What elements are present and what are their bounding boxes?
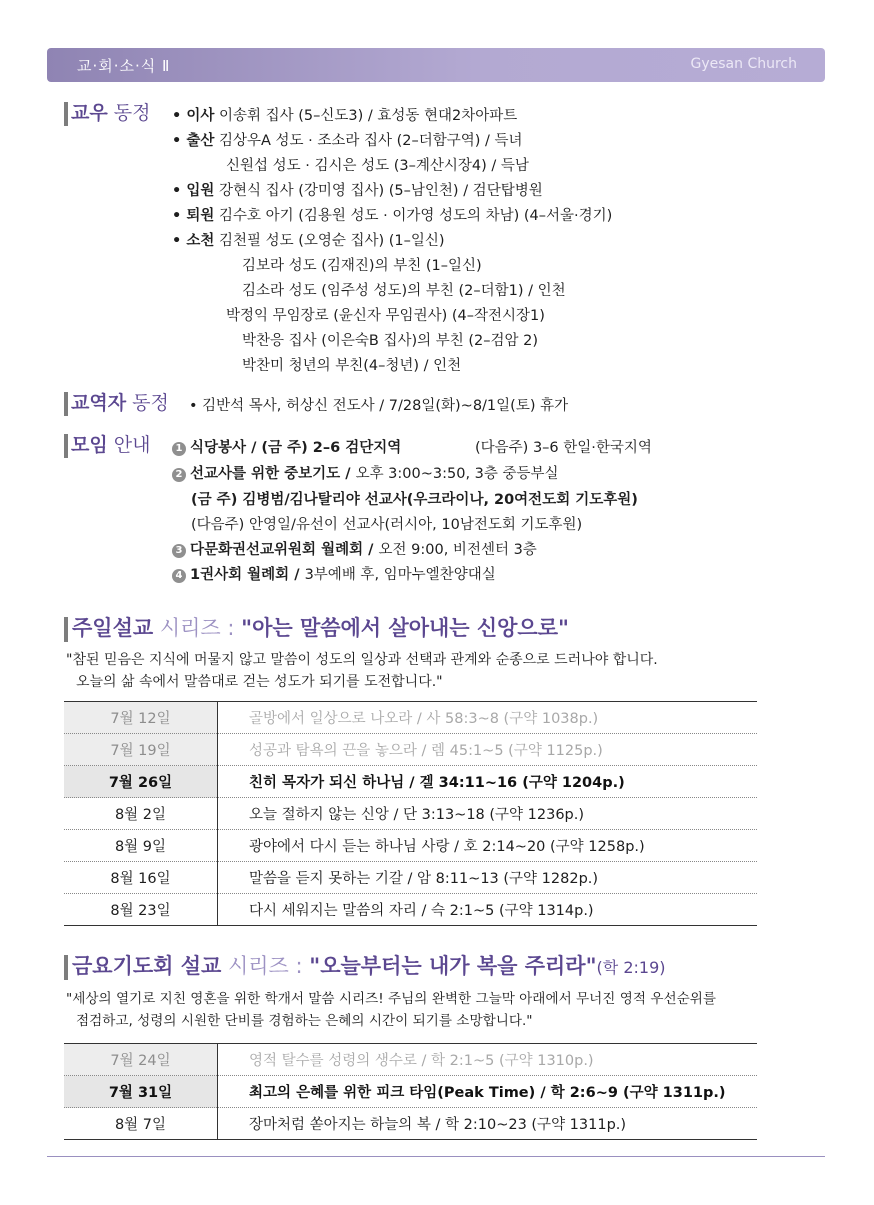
sunday-series-intro-1: "참된 믿음은 지식에 머물지 않고 말씀이 성도의 일상과 선택과 관계와 순종으로 드러나야 합니다.	[66, 652, 658, 668]
section-marker	[64, 102, 68, 126]
news-category: • 입원	[172, 183, 215, 199]
news-text: 이송휘 집사 (5–신도3) / 효성동 현대2차아파트	[214, 108, 518, 124]
meetings-heading: 모임 안내	[71, 434, 151, 456]
sermon-row	[64, 894, 757, 926]
sermon-title: 장마처럼 쏟아지는 하늘의 복 / 학 2:10~23 (구약 1311p.)	[218, 1108, 758, 1140]
sermon-date: 8월 9일	[64, 830, 218, 862]
member-news-item	[226, 304, 545, 325]
sunday-series-intro-2: 오늘의 삶 속에서 말씀대로 걷는 성도가 되기를 도전합니다."	[76, 674, 443, 690]
meeting-item-1: 1 식당봉사 / (금 주) 2–6 검단지역 (다음주) 3–6 한일·한국지역	[172, 436, 401, 457]
section-marker	[64, 434, 68, 458]
section-marker	[64, 617, 68, 642]
friday-sermon-table	[64, 1043, 757, 1140]
number-badge: 4	[172, 569, 186, 583]
sermon-row	[64, 734, 757, 766]
news-text: 박정익 무임장로 (윤신자 무임권사) (4–작전시장1)	[226, 308, 545, 324]
member-news-item	[242, 329, 538, 350]
sermon-title: 오늘 절하지 않는 신앙 / 단 3:13~18 (구약 1236p.)	[218, 798, 758, 830]
sermon-row	[64, 798, 757, 830]
sermon-row	[64, 702, 757, 734]
section-marker	[64, 392, 68, 416]
sermon-row	[64, 766, 757, 798]
sermon-date: 7월 31일	[64, 1076, 218, 1108]
section-marker	[64, 955, 68, 980]
sermon-date: 7월 24일	[64, 1044, 218, 1076]
sermon-date: 7월 12일	[64, 702, 218, 734]
member-news-item	[242, 354, 461, 375]
section-header-bar	[47, 48, 825, 82]
meeting-item-4: 4 1권사회 월례회 / 3부예배 후, 임마누엘찬양대실	[172, 563, 496, 584]
sermon-row	[64, 1108, 757, 1140]
sermon-row	[64, 1044, 757, 1076]
friday-series-title: 금요기도회 설교 시리즈 : "오늘부터는 내가 복을 주리라"(학 2:19)	[72, 954, 666, 978]
news-text: 김상우A 성도 · 조소라 집사 (2–더함구역) / 득녀	[214, 133, 523, 149]
news-category: • 소천	[172, 233, 215, 249]
sermon-date: 8월 23일	[64, 894, 218, 926]
sermon-title: 다시 세워지는 말씀의 자리 / 슥 2:1~5 (구약 1314p.)	[218, 894, 758, 926]
news-text: 김보라 성도 (김재진)의 부친 (1–일신)	[242, 258, 482, 274]
sermon-title: 최고의 은혜를 위한 피크 타임(Peak Time) / 학 2:6~9 (구약 1311p.)	[218, 1076, 758, 1108]
news-text: 김천필 성도 (오영순 집사) (1–일신)	[214, 233, 445, 249]
member-news-item	[172, 129, 523, 150]
number-badge: 1	[172, 442, 186, 456]
sermon-date: 7월 26일	[64, 766, 218, 798]
friday-series-intro-2: 점검하고, 성령의 시원한 단비를 경험하는 은혜의 시간이 되기를 소망합니다."	[76, 1013, 533, 1029]
news-text: 박찬응 집사 (이은숙B 집사)의 부친 (2–검암 2)	[242, 333, 539, 349]
meeting-item-2: 2 선교사를 위한 중보기도 / 오후 3:00~3:50, 3층 중등부실	[172, 462, 559, 483]
sermon-title: 영적 탈수를 성령의 생수로 / 학 2:1~5 (구약 1310p.)	[218, 1044, 758, 1076]
sermon-title: 말씀을 듣지 못하는 기갈 / 암 8:11~13 (구약 1282p.)	[218, 862, 758, 894]
sermon-date: 8월 7일	[64, 1108, 218, 1140]
sermon-row	[64, 1076, 757, 1108]
number-badge: 3	[172, 544, 186, 558]
member-news-item	[226, 154, 529, 175]
member-news-item	[172, 229, 445, 250]
meeting-item-2-next-week: (다음주) 안영일/유선이 선교사(러시아, 10남전도회 기도후원)	[191, 517, 583, 533]
clergy-news-item: • 김반석 목사, 허상신 전도사 / 7/28일(화)~8/1일(토) 휴가	[189, 398, 569, 414]
news-text: 김수호 아기 (김용원 성도 · 이가영 성도의 차남) (4–서울·경기)	[214, 208, 613, 224]
sermon-row	[64, 830, 757, 862]
member-news-item	[172, 179, 543, 200]
clergy-news-heading: 교역자 동정	[71, 392, 169, 414]
number-badge: 2	[172, 468, 186, 482]
sermon-date: 8월 2일	[64, 798, 218, 830]
section-title: 교·회·소·식 Ⅱ	[77, 57, 171, 75]
sermon-row	[64, 862, 757, 894]
sermon-title: 광야에서 다시 듣는 하나님 사랑 / 호 2:14~20 (구약 1258p.)	[218, 830, 758, 862]
sermon-date: 7월 19일	[64, 734, 218, 766]
sunday-series-title: 주일설교 시리즈 : "아는 말씀에서 살아내는 신앙으로"	[72, 616, 569, 640]
footer-divider	[47, 1156, 825, 1157]
sermon-title: 친히 목자가 되신 하나님 / 겔 34:11~16 (구약 1204p.)	[218, 766, 758, 798]
news-text: 신원섭 성도 · 김시은 성도 (3–계산시장4) / 득남	[226, 158, 529, 174]
news-text: 박찬미 청년의 부친(4–청년) / 인천	[242, 358, 462, 374]
member-news-item	[242, 279, 566, 300]
sermon-title: 골방에서 일상으로 나오라 / 사 58:3~8 (구약 1038p.)	[218, 702, 758, 734]
member-news-item	[172, 204, 612, 225]
meeting-item-3: 3 다문화권선교위원회 월례회 / 오전 9:00, 비전센터 3층	[172, 538, 537, 559]
news-category: • 출산	[172, 133, 215, 149]
meeting-item-2-this-week: (금 주) 김병범/김나탈리야 선교사(우크라이나, 20여전도회 기도후원)	[191, 492, 638, 508]
sermon-title: 성공과 탐욕의 끈을 놓으라 / 렘 45:1~5 (구약 1125p.)	[218, 734, 758, 766]
news-category: • 퇴원	[172, 208, 215, 224]
sunday-sermon-table	[64, 701, 757, 926]
news-text: 김소라 성도 (임주성 성도)의 부친 (2–더함1) / 인천	[242, 283, 566, 299]
member-news-item	[242, 254, 482, 275]
church-name: Gyesan Church	[690, 56, 797, 72]
friday-series-intro-1: "세상의 열기로 지친 영혼을 위한 학개서 말씀 시리즈! 주님의 완벽한 그늘막 아래에서 무너진 영적 우선순위를	[66, 991, 716, 1007]
news-text: 강현식 집사 (강미영 집사) (5–남인천) / 검단탑병원	[214, 183, 543, 199]
member-news-item	[172, 104, 517, 125]
news-category: • 이사	[172, 108, 215, 124]
member-news-heading: 교우 동정	[71, 102, 151, 124]
sermon-date: 8월 16일	[64, 862, 218, 894]
